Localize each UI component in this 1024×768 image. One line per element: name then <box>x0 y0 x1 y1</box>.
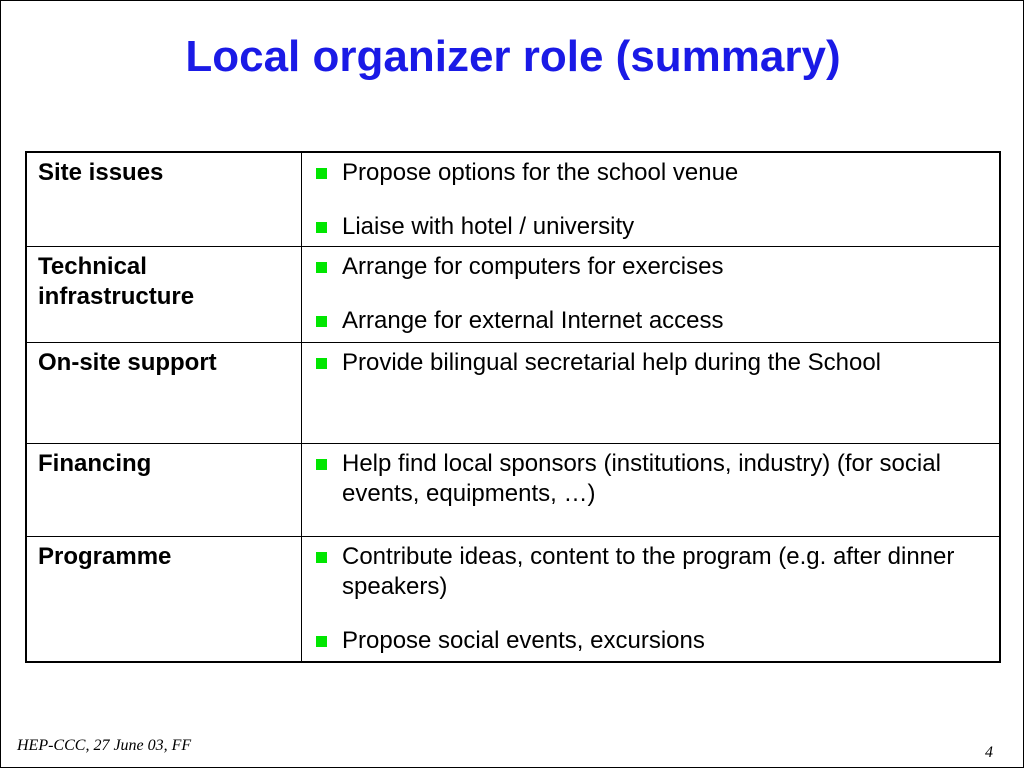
table-row <box>26 152 1000 246</box>
list-item-text: Help find local sponsors (institutions, industry) (for social events, equipments, …) <box>342 449 941 507</box>
list-item <box>316 542 989 602</box>
list-item-text: Arrange for external Internet access <box>342 306 724 334</box>
items-cell <box>302 246 1001 342</box>
category-cell: Site issues <box>26 152 302 246</box>
green-square-bullet-icon <box>316 358 327 369</box>
slide-title: Local organizer role (summary) <box>185 32 841 81</box>
table-row <box>26 342 1000 443</box>
list-item-text: Provide bilingual secretarial help during the School <box>342 348 881 376</box>
list-item <box>316 212 989 242</box>
green-square-bullet-icon <box>316 459 327 470</box>
items-cell <box>302 152 1001 246</box>
category-cell: Technical infrastructure <box>26 246 302 342</box>
list-item <box>316 348 989 378</box>
green-square-bullet-icon <box>316 316 327 327</box>
green-square-bullet-icon <box>316 262 327 273</box>
list-item-text: Liaise with hotel / university <box>342 213 635 240</box>
items-cell <box>302 342 1001 443</box>
table-row <box>26 536 1000 662</box>
green-square-bullet-icon <box>316 222 327 233</box>
list-item <box>316 449 989 509</box>
green-square-bullet-icon <box>316 636 327 647</box>
list-item <box>316 626 989 656</box>
list-item <box>316 252 989 282</box>
list-item <box>316 158 989 188</box>
table-row <box>26 443 1000 536</box>
footer-text: HEP-CCC, 27 June 03, FF <box>17 737 192 754</box>
category-cell: On-site support <box>26 342 302 443</box>
table-row <box>26 246 1000 342</box>
list-item <box>316 306 989 336</box>
green-square-bullet-icon <box>316 552 327 563</box>
roles-table <box>25 151 1001 663</box>
category-cell: Programme <box>26 536 302 662</box>
list-item-text: Propose options for the school venue <box>342 159 739 186</box>
list-item-text: Arrange for computers for exercises <box>342 252 724 280</box>
green-square-bullet-icon <box>316 168 327 179</box>
category-cell: Financing <box>26 443 302 536</box>
items-cell <box>302 536 1001 662</box>
list-item-text: Propose social events, excursions <box>342 626 705 654</box>
page-number: 4 <box>985 744 993 761</box>
list-item-text: Contribute ideas, content to the program (e.g. after dinner speakers) <box>342 542 955 600</box>
items-cell <box>302 443 1001 536</box>
